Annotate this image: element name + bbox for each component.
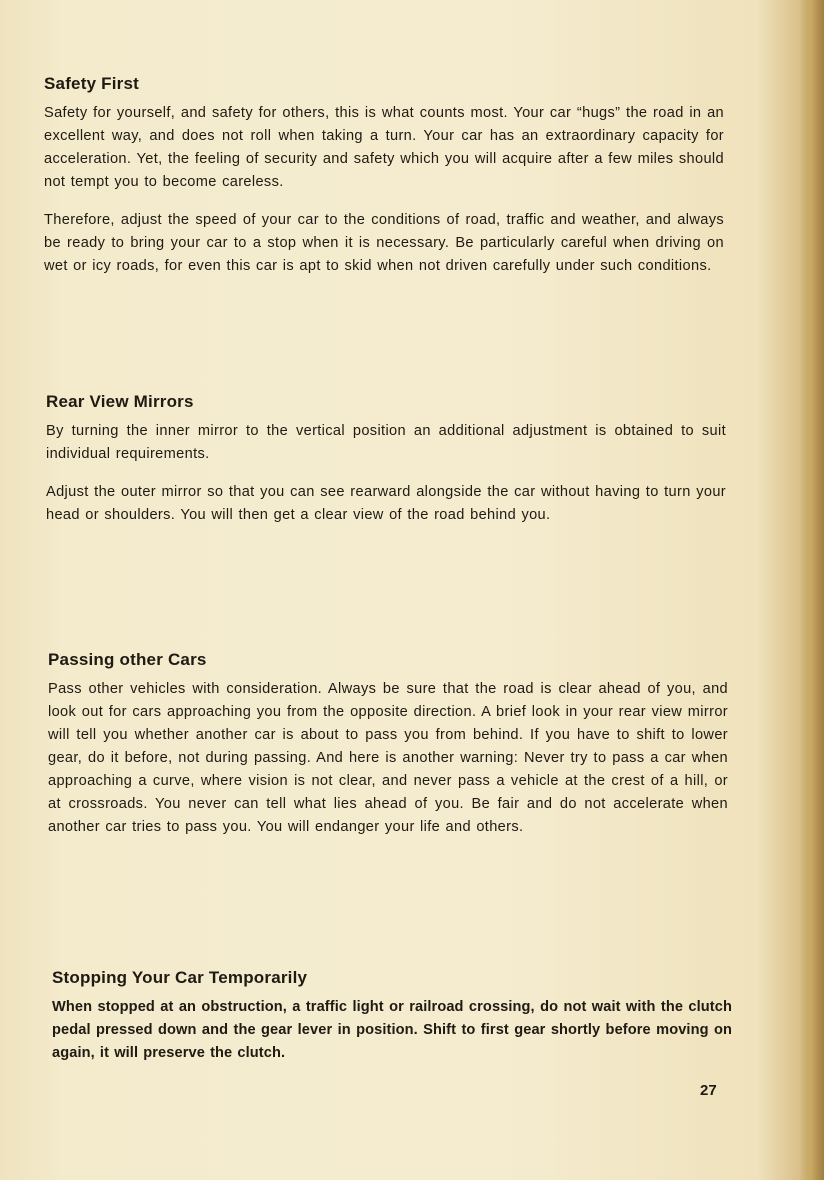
section-passing-other-cars xyxy=(48,650,728,839)
section-rear-view-mirrors xyxy=(46,392,726,527)
paragraph: Adjust the outer mirror so that you can see rearward alongside the car without having to turn your head or shoulders. You will then get a clear view of the road behind you. xyxy=(46,484,726,523)
paragraph: Pass other vehicles with consideration. Always be sure that the road is clear ahead of you, and look out for cars approaching you from the opposite direction. A brief look in your rear view mirror will tell you whether another car is about to pass you from behind. If you have to shift to lower gear, do it before, not during passing. And here is another warning: Never try to pass a car when approaching a curve, where vision is not clear, and never pass a vehicle at the crest of a hill, or at crossroads. You never can tell what lies ahead of you. Be fair and do not accelerate when another car tries to pass you. You will endanger your life and others. xyxy=(48,681,728,835)
section-heading: Rear View Mirrors xyxy=(46,392,194,411)
paragraph: By turning the inner mirror to the vertical position an additional adjustment is obtained to suit individual requirements. xyxy=(46,423,726,462)
paragraph: When stopped at an obstruction, a traffic light or railroad crossing, do not wait with the clutch pedal pressed down and the gear lever in position. Shift to first gear shortly before moving on again, it will preserve the clutch. xyxy=(52,999,732,1061)
section-heading: Passing other Cars xyxy=(48,650,207,669)
section-safety-first xyxy=(44,74,724,278)
paragraph: Therefore, adjust the speed of your car to the conditions of road, traffic and weather, and always be ready to bring your car to a stop when it is necessary. Be particularly careful when driving on wet or icy roads, for even this car is apt to skid when not driven carefully under such conditions. xyxy=(44,212,724,274)
section-stopping-your-car xyxy=(52,968,732,1065)
paragraph: Safety for yourself, and safety for others, this is what counts most. Your car “hugs” the road in an excellent way, and does not roll when taking a turn. Your car has an extraordinary capacity for acceleration. Yet, the feeling of security and safety which you will acquire after a few miles should not tempt you to become careless. xyxy=(44,105,724,190)
section-heading: Stopping Your Car Temporarily xyxy=(52,968,308,987)
page-spine-shadow xyxy=(800,0,824,1180)
section-heading: Safety First xyxy=(44,74,139,93)
page-number: 27 xyxy=(700,1082,717,1099)
